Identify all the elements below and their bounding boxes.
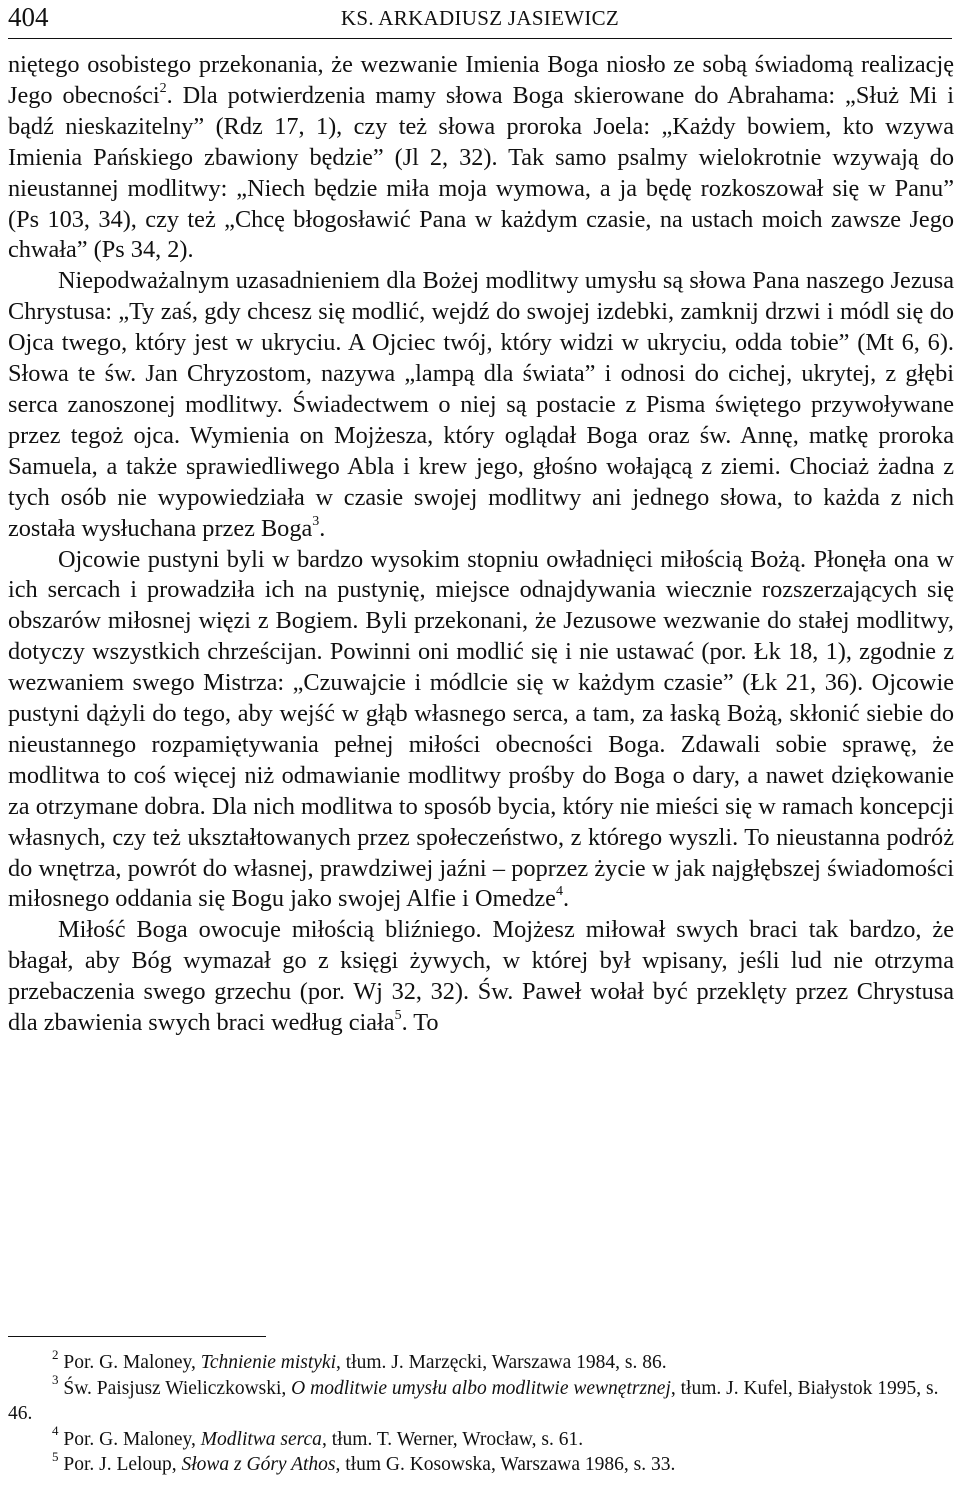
footnote-title: Słowa z Góry Athos (181, 1454, 336, 1475)
main-text (8, 50, 954, 1039)
footnote-separator (8, 1336, 266, 1337)
footnote-ref-5[interactable]: 5 (394, 1008, 402, 1023)
footnote-number: 5 (52, 1448, 59, 1464)
footnote-title: O modlitwie umysłu albo modlitwie wewnętrznej (291, 1377, 671, 1399)
running-title: KS. ARKADIUSZ JASIEWICZ (340, 6, 620, 30)
paragraph-1-text-cont: . Dla potwierdzenia mamy słowa Boga skierowane do Abrahama: „Służ Mi i bądź nieskazitelny” (Rdz 17, 1), czy też słowa proroka Joela: „Każdy bowiem, kto wzywa Imienia Pańskiego zbawiony będzie” (Jl 2, 32). Tak samo psalmy wielokrotnie wzywają do nieustannej modlitwy: „Niech będzie miła moja wymowa, a ja będę rozkoszował się w Panu” (Ps 103, 34), czy też „Chcę błogosławić Pana w każdym czasie, na ustach moich zawsze Jego chwała” (Ps 34, 2). (8, 81, 954, 264)
footnote-number: 3 (52, 1372, 59, 1387)
page-number: 404 (8, 2, 49, 32)
footnote-text-cont: , tłum. J. Marzęcki, Warszawa 1984, s. 86. (336, 1352, 667, 1373)
paragraph-3-text-cont: . (562, 885, 570, 913)
footnote-title: Modlitwa serca (200, 1428, 322, 1450)
footnote-ref-3[interactable]: 3 (312, 513, 320, 529)
footnote-3 (8, 1372, 954, 1427)
paragraph-2 (8, 266, 954, 544)
footnote-text: Por. G. Maloney, (63, 1428, 201, 1450)
footnote-4 (8, 1423, 954, 1453)
footnote-text: Św. Paisjusz Wieliczkowski, (63, 1377, 292, 1399)
footnote-5 (8, 1448, 954, 1478)
page-header (8, 0, 952, 39)
footnote-title: Tchnienie mistyki (200, 1352, 336, 1373)
footnote-text: Por. G. Maloney, (63, 1352, 201, 1373)
footnote-number: 4 (52, 1423, 59, 1438)
paragraph-4-text: Miłość Boga owocuje miłością bliźniego. Mojżesz miłował swych braci tak bardzo, że błagał, aby Bóg wymazał go z księgi żywych, w której był wpisany, jeśli lud nie otrzyma przebaczenia swego grzechu (por. Wj 32, 32). Św. Paweł wołał być przeklęty przez Chrystusa dla zbawienia swych braci według ciała (8, 916, 954, 1037)
footnote-text: Por. J. Leloup, (63, 1454, 182, 1475)
footnote-2 (8, 1346, 954, 1376)
paragraph-2-text: Niepodważalnym uzasadnieniem dla Bożej modlitwy umysłu są słowa Pana naszego Jezusa Chrystusa: „Ty zaś, gdy chcesz się modlić, wejdź do swojej izdebki, zamknij drzwi i módl się do Ojca twego, który jest w ukryciu. A Ojciec twój, który widzi w ukryciu, odda tobie” (Mt 6, 6). Słowa te św. Jan Chryzostom, nazywa „lampą dla świata” i odnosi do cichej, ukrytej, z głębi serca zanoszonej modlitwy. Świadectwem o niej są postacie z Pisma świętego przywoływane przez tegoż ojca. Wymienia on Mojżesza, który oglądał Boga oraz św. Annę, matkę proroka Samuela, a także sprawiedliwego Abla i krew jego, głośno wołającą z ziemi. Chociaż żadna z tych osób nie wypowiedziała w czasie swojej modlitwy ani jednego słowa, to każda z nich została wysłuchana przez Boga (8, 267, 954, 542)
footnote-text-cont: , tłum. J. Kufel, Białystok 1995, s. 46. (8, 1377, 939, 1424)
paragraph-4 (8, 915, 954, 1039)
paragraph-3 (8, 545, 954, 916)
paragraph-3-text: Ojcowie pustyni byli w bardzo wysokim stopniu owładnięci miłością Bożą. Płonęła ona w ich sercach i prowadziła ich na pustynię, miejsce odnajdywania wiecznie rozszerzających się obszarów miłosnej więzi z Bogiem. Byli przekonani, że Jezusowe wezwanie do stałej modlitwy, dotyczy wszystkich chrześcijan. Powinni oni modlić się i nie ustawać (por. Łk 18, 1), zgodnie z wezwaniem swego Mistrza: „Czuwajcie i módlcie się w każdym czasie” (Łk 21, 36). Ojcowie pustyni dążyli do tego, aby wejść w głąb własnego serca, a tam, za łaską Bożą, skłonić siebie do nieustannego rozpamiętywania pełnej miłości obecności Boga. Zdawali sobie sprawę, że modlitwa to coś więcej niż odmawianie modlitwy prośby do Boga o dary, a nawet dziękowanie za otrzymane dobra. Dla nich modlitwa to sposób bycia, który nie mieści się w ramach koncepcji własnych, czy też ukształtowanych przez społeczeństwo, z którego wyszli. To nieustanna podróż do wnętrza, powrót do własnej, prawdziwej jaźni – poprzez życie w jak najgłębszej świadomości miłosnego oddania się Bogu jako swojej Alfie i Omedze (8, 545, 954, 913)
footnote-text-cont: , tłum G. Kosowska, Warszawa 1986, s. 33. (335, 1454, 676, 1475)
paragraph-1-text: niętego osobistego przekonania, że wezwanie Imienia Boga niosło ze sobą świadomą realizację Jego obecności (8, 51, 954, 109)
footnote-number: 2 (52, 1346, 59, 1362)
footnotes (8, 1346, 954, 1478)
paragraph-2-text-cont: . (319, 514, 326, 542)
footnote-ref-4[interactable]: 4 (555, 884, 563, 900)
footnote-ref-2[interactable]: 2 (159, 80, 167, 96)
footnote-text-cont: , tłum. T. Werner, Wrocław, s. 61. (321, 1428, 584, 1450)
paragraph-1 (8, 50, 954, 266)
paragraph-4-text-cont: . To (401, 1009, 439, 1037)
